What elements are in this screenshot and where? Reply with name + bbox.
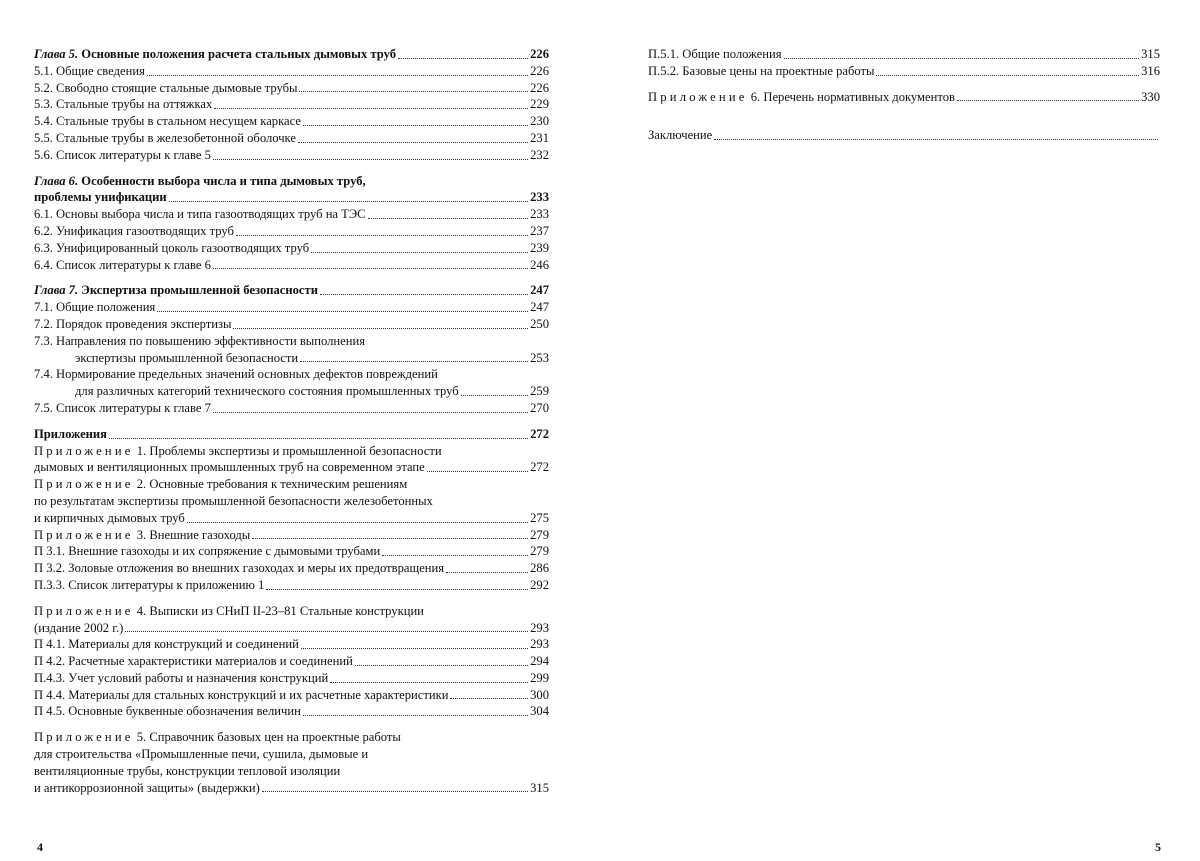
toc-line-text bbox=[34, 543, 380, 560]
appendix-prefix: Приложение bbox=[648, 89, 748, 104]
toc-title: 5.6. Список литературы к главе 5 bbox=[34, 147, 211, 162]
toc-entry bbox=[648, 89, 1160, 106]
toc-line-text bbox=[34, 63, 145, 80]
toc-title: 7.5. Список литературы к главе 7 bbox=[34, 400, 211, 415]
toc-title: (издание 2002 г.) bbox=[34, 620, 124, 635]
toc-page-number: 231 bbox=[530, 130, 549, 145]
toc-line bbox=[34, 653, 549, 670]
toc-page-number: 272 bbox=[530, 426, 549, 441]
toc-line bbox=[34, 206, 549, 223]
toc-entry bbox=[648, 127, 1160, 144]
toc-title: 1. Проблемы экспертизы и промышленной безопасности bbox=[136, 443, 442, 458]
toc-title: П 4.5. Основные буквенные обозначения величин bbox=[34, 704, 301, 719]
toc-title: для строительства «Промышленные печи, сушила, дымовые и bbox=[34, 747, 369, 762]
toc-entry bbox=[34, 687, 549, 704]
toc-page-number: 292 bbox=[530, 577, 549, 592]
toc-line bbox=[34, 63, 549, 80]
toc-line-text bbox=[34, 477, 407, 491]
toc-page-number: 226 bbox=[530, 47, 549, 61]
toc-line bbox=[34, 620, 549, 637]
toc-entry bbox=[34, 282, 549, 299]
chapter-prefix: Глава 5. bbox=[34, 47, 79, 61]
dot-leader bbox=[169, 200, 528, 202]
toc-line-text bbox=[34, 747, 368, 761]
toc-title: 7.1. Общие положения bbox=[34, 300, 156, 315]
toc-line bbox=[34, 173, 549, 190]
toc-entry bbox=[34, 653, 549, 670]
toc-title: 5.4. Стальные трубы в стальном несущем каркасе bbox=[34, 114, 301, 129]
toc-page-number: 226 bbox=[530, 63, 549, 78]
toc-line-text bbox=[34, 257, 211, 274]
toc-entry bbox=[34, 476, 549, 526]
toc-line-text bbox=[34, 527, 250, 544]
toc-line bbox=[34, 113, 549, 130]
toc-entry bbox=[34, 426, 549, 443]
toc-page-number: 316 bbox=[1141, 63, 1160, 78]
dot-leader bbox=[427, 470, 528, 472]
toc-line-text bbox=[34, 299, 155, 316]
toc-line bbox=[34, 46, 549, 63]
toc-line-text bbox=[34, 730, 401, 744]
toc-entry bbox=[34, 333, 549, 367]
toc-line bbox=[648, 46, 1160, 63]
toc-entry bbox=[34, 577, 549, 594]
toc-line-text bbox=[34, 130, 296, 147]
dot-leader bbox=[298, 141, 528, 143]
toc-title: 5.1. Общие сведения bbox=[34, 63, 145, 78]
dot-leader bbox=[125, 630, 528, 632]
toc-title: 5.3. Стальные трубы на оттяжках bbox=[34, 97, 213, 112]
toc-line-text bbox=[34, 510, 185, 527]
toc-entry bbox=[34, 240, 549, 257]
toc-line bbox=[34, 560, 549, 577]
dot-leader bbox=[876, 74, 1139, 76]
toc-line-text bbox=[34, 96, 212, 113]
toc-page-number: 229 bbox=[530, 97, 549, 112]
toc-title: дымовых и вентиляционных промышленных труб на современном этапе bbox=[34, 460, 425, 475]
toc-line-text bbox=[34, 780, 260, 797]
toc-title: вентиляционные трубы, конструкции тепловой изоляции bbox=[34, 763, 341, 778]
toc-title: 3. Внешние газоходы bbox=[136, 527, 251, 542]
toc-line-text bbox=[648, 127, 712, 144]
toc-title: Основные положения расчета стальных дымовых труб bbox=[81, 47, 397, 61]
toc-line bbox=[648, 127, 1160, 144]
dot-leader bbox=[301, 647, 528, 649]
toc-line-text bbox=[34, 400, 211, 417]
toc-entry bbox=[34, 147, 549, 164]
dot-leader bbox=[266, 588, 528, 590]
toc-title: 4. Выписки из СНиП II-23–81 Стальные конструкции bbox=[136, 603, 424, 618]
toc-entry bbox=[34, 527, 549, 544]
toc-page-number: 270 bbox=[530, 400, 549, 415]
dot-leader bbox=[320, 293, 528, 295]
chapter-prefix: Глава 6. bbox=[34, 173, 79, 188]
toc-page-number: 259 bbox=[530, 384, 549, 399]
toc-entry bbox=[34, 400, 549, 417]
toc-title: 6.2. Унификация газоотводящих труб bbox=[34, 223, 234, 238]
toc-line-text bbox=[34, 46, 396, 63]
page-number-left: 4 bbox=[37, 840, 43, 854]
toc-line bbox=[34, 746, 549, 763]
dot-leader bbox=[262, 790, 528, 792]
dot-leader bbox=[214, 107, 528, 109]
toc-line bbox=[34, 763, 549, 780]
toc-title: Заключение bbox=[648, 128, 713, 143]
toc-line-text bbox=[34, 147, 211, 164]
toc-entry bbox=[34, 206, 549, 223]
toc-line bbox=[34, 96, 549, 113]
dot-leader bbox=[957, 99, 1139, 101]
toc-line bbox=[34, 130, 549, 147]
toc-entry bbox=[34, 173, 549, 207]
toc-title: Особенности выбора числа и типа дымовых труб, bbox=[81, 173, 366, 188]
toc-line-text bbox=[34, 620, 123, 637]
toc-entry bbox=[34, 299, 549, 316]
dot-leader bbox=[252, 537, 528, 539]
toc-entry bbox=[34, 316, 549, 333]
page-number-right: 5 bbox=[1155, 840, 1161, 854]
dot-leader bbox=[303, 714, 528, 716]
toc-line-text bbox=[34, 316, 231, 333]
toc-line-text bbox=[75, 350, 298, 367]
toc-line-text bbox=[34, 206, 366, 223]
appendix-prefix: Приложение bbox=[34, 730, 134, 745]
toc-line bbox=[34, 350, 549, 367]
appendix-prefix: Приложение bbox=[34, 477, 134, 492]
toc-page-number: 299 bbox=[530, 670, 549, 685]
toc-page-number: 230 bbox=[530, 114, 549, 129]
toc-line bbox=[34, 282, 549, 299]
dot-leader bbox=[450, 697, 528, 699]
toc-page-number: 293 bbox=[530, 637, 549, 652]
toc-entry bbox=[34, 636, 549, 653]
toc-line-text bbox=[34, 459, 425, 476]
toc-title: П 4.2. Расчетные характеристики материалов и соединений bbox=[34, 654, 353, 669]
dot-leader bbox=[236, 234, 528, 236]
toc-line bbox=[34, 366, 549, 383]
toc-left-page bbox=[34, 46, 549, 796]
toc-line bbox=[34, 577, 549, 594]
toc-title: П 4.1. Материалы для конструкций и соединений bbox=[34, 637, 299, 652]
toc-page-number: 247 bbox=[530, 283, 549, 298]
toc-title: 7.3. Направления по повышению эффективности выполнения bbox=[34, 333, 366, 348]
dot-leader bbox=[382, 554, 528, 556]
toc-entry bbox=[34, 703, 549, 720]
toc-line-text bbox=[648, 89, 955, 106]
toc-line-text bbox=[34, 670, 328, 687]
toc-right-page bbox=[648, 46, 1160, 144]
dot-leader bbox=[303, 124, 528, 126]
toc-line bbox=[34, 703, 549, 720]
toc-title: по результатам экспертизы промышленной безопасности железобетонных bbox=[34, 493, 433, 508]
toc-entry bbox=[34, 543, 549, 560]
toc-line bbox=[34, 299, 549, 316]
toc-line-text bbox=[34, 764, 340, 778]
toc-page-number: 272 bbox=[530, 460, 549, 475]
toc-title: П 3.1. Внешние газоходы и их сопряжение с дымовыми трубами bbox=[34, 544, 381, 559]
toc-line bbox=[34, 687, 549, 704]
dot-leader bbox=[233, 327, 528, 329]
toc-page-number: 253 bbox=[530, 350, 549, 365]
toc-line-text bbox=[34, 240, 309, 257]
toc-line bbox=[34, 80, 549, 97]
toc-entry bbox=[34, 80, 549, 97]
toc-line-text bbox=[34, 282, 318, 299]
toc-line-text bbox=[648, 63, 874, 80]
toc-entry bbox=[34, 366, 549, 400]
toc-line bbox=[34, 543, 549, 560]
toc-line bbox=[34, 383, 549, 400]
toc-title: П 4.4. Материалы для стальных конструкций и их расчетные характеристики bbox=[34, 687, 449, 702]
toc-title: 7.2. Порядок проведения экспертизы bbox=[34, 316, 232, 331]
toc-page-number: 250 bbox=[530, 316, 549, 331]
toc-line-text bbox=[34, 367, 438, 381]
toc-title: экспертизы промышленной безопасности bbox=[75, 350, 299, 365]
toc-line-text bbox=[34, 560, 444, 577]
toc-line-text bbox=[34, 653, 353, 670]
toc-line-text bbox=[34, 334, 365, 348]
toc-line bbox=[34, 426, 549, 443]
toc-line-text bbox=[34, 703, 301, 720]
toc-entry bbox=[34, 443, 549, 477]
toc-line bbox=[34, 493, 549, 510]
toc-line bbox=[34, 316, 549, 333]
toc-line bbox=[34, 333, 549, 350]
dot-leader bbox=[784, 57, 1140, 59]
toc-line bbox=[34, 729, 549, 746]
dot-leader bbox=[714, 138, 1158, 140]
dot-leader bbox=[461, 394, 528, 396]
dot-leader bbox=[157, 310, 528, 312]
appendix-prefix: Приложение bbox=[34, 443, 134, 458]
dot-leader bbox=[187, 521, 528, 523]
dot-leader bbox=[446, 571, 528, 573]
toc-title: П.5.2. Базовые цены на проектные работы bbox=[648, 63, 875, 78]
toc-line bbox=[34, 780, 549, 797]
toc-page-number: 239 bbox=[530, 240, 549, 255]
dot-leader bbox=[147, 74, 528, 76]
toc-title: П.3.3. Список литературы к приложению 1 bbox=[34, 577, 265, 592]
toc-line-text bbox=[34, 223, 234, 240]
dot-leader bbox=[109, 437, 528, 439]
toc-line bbox=[34, 510, 549, 527]
toc-entry bbox=[34, 729, 549, 796]
toc-line-text bbox=[34, 494, 433, 508]
toc-line-text bbox=[648, 46, 782, 63]
toc-page-number: 247 bbox=[530, 300, 549, 315]
toc-page-number: 237 bbox=[530, 223, 549, 238]
toc-line-text bbox=[75, 383, 459, 400]
toc-line-text bbox=[34, 80, 297, 97]
toc-entry bbox=[34, 113, 549, 130]
toc-title: 5. Справочник базовых цен на проектные работы bbox=[136, 730, 401, 745]
toc-line bbox=[34, 443, 549, 460]
dot-leader bbox=[300, 360, 528, 362]
toc-title: и антикоррозионной защиты» (выдержки) bbox=[34, 780, 260, 795]
toc-line-text bbox=[34, 604, 424, 618]
toc-page-number: 293 bbox=[530, 620, 549, 635]
toc-line bbox=[34, 636, 549, 653]
toc-page-number: 275 bbox=[530, 510, 549, 525]
toc-page-number: 279 bbox=[530, 527, 549, 542]
dot-leader bbox=[368, 217, 529, 219]
toc-entry bbox=[34, 130, 549, 147]
toc-title: 7.4. Нормирование предельных значений основных дефектов повреждений bbox=[34, 367, 438, 382]
toc-page-number: 233 bbox=[530, 190, 549, 205]
toc-line bbox=[34, 670, 549, 687]
toc-line-text bbox=[34, 444, 442, 458]
toc-page-number: 315 bbox=[1141, 47, 1160, 61]
toc-entry bbox=[648, 63, 1160, 80]
appendix-prefix: Приложение bbox=[34, 527, 134, 542]
toc-page-number: 232 bbox=[530, 147, 549, 162]
toc-line-text bbox=[34, 687, 448, 704]
toc-entry bbox=[34, 670, 549, 687]
toc-entry bbox=[34, 603, 549, 637]
toc-entry bbox=[34, 560, 549, 577]
dot-leader bbox=[213, 267, 528, 269]
toc-title: П.4.3. Учет условий работы и назначения конструкций bbox=[34, 670, 329, 685]
toc-title: проблемы унификации bbox=[34, 190, 167, 205]
toc-title: и кирпичных дымовых труб bbox=[34, 510, 185, 525]
toc-entry bbox=[34, 63, 549, 80]
toc-line bbox=[34, 189, 549, 206]
toc-page-number: 315 bbox=[530, 780, 549, 795]
dot-leader bbox=[213, 411, 528, 413]
toc-title: 6. Перечень нормативных документов bbox=[750, 89, 955, 104]
toc-line-text bbox=[34, 636, 299, 653]
toc-title: Экспертиза промышленной безопасности bbox=[81, 283, 318, 298]
toc-line bbox=[34, 459, 549, 476]
toc-page-number: 286 bbox=[530, 561, 549, 576]
toc-line-text bbox=[34, 174, 366, 188]
toc-entry bbox=[648, 46, 1160, 63]
dot-leader bbox=[311, 251, 528, 253]
toc-line bbox=[648, 89, 1160, 106]
toc-line bbox=[34, 527, 549, 544]
toc-page-number: 226 bbox=[530, 80, 549, 95]
toc-page-number: 233 bbox=[530, 207, 549, 222]
toc-entry bbox=[34, 257, 549, 274]
toc-entry bbox=[34, 223, 549, 240]
toc-line-text bbox=[34, 113, 301, 130]
toc-line bbox=[34, 223, 549, 240]
toc-title: 6.1. Основы выбора числа и типа газоотводящих труб на ТЭС bbox=[34, 207, 366, 222]
toc-line bbox=[34, 257, 549, 274]
toc-title: П 3.2. Золовые отложения во внешних газоходах и меры их предотвращения bbox=[34, 561, 445, 576]
toc-title: для различных категорий технического состояния промышленных труб bbox=[75, 384, 459, 399]
toc-page-number: 300 bbox=[530, 687, 549, 702]
dot-leader bbox=[330, 681, 528, 683]
toc-entry bbox=[34, 46, 549, 63]
toc-title: 6.4. Список литературы к главе 6 bbox=[34, 257, 211, 272]
dot-leader bbox=[355, 664, 528, 666]
toc-title: 5.2. Свободно стоящие стальные дымовые трубы bbox=[34, 80, 298, 95]
toc-line bbox=[34, 603, 549, 620]
toc-line-text bbox=[34, 189, 167, 206]
toc-page-number: 304 bbox=[530, 704, 549, 719]
toc-page-number: 246 bbox=[530, 257, 549, 272]
appendix-prefix: Приложение bbox=[34, 603, 134, 618]
toc-title: 6.3. Унифицированный цоколь газоотводящих труб bbox=[34, 240, 310, 255]
toc-line bbox=[34, 147, 549, 164]
dot-leader bbox=[398, 57, 528, 59]
toc-title: 2. Основные требования к техническим решениям bbox=[136, 477, 408, 492]
toc-line-text bbox=[34, 426, 107, 443]
toc-entry bbox=[34, 96, 549, 113]
toc-line bbox=[648, 63, 1160, 80]
toc-line bbox=[34, 476, 549, 493]
toc-page-number: 294 bbox=[530, 654, 549, 669]
chapter-prefix: Глава 7. bbox=[34, 283, 79, 298]
dot-leader bbox=[213, 158, 528, 160]
toc-line bbox=[34, 240, 549, 257]
toc-title: П.5.1. Общие положения bbox=[648, 47, 782, 61]
toc-title: Приложения bbox=[34, 426, 107, 441]
toc-page-number: 279 bbox=[530, 544, 549, 559]
toc-line bbox=[34, 400, 549, 417]
toc-page-number: 330 bbox=[1141, 89, 1160, 104]
toc-line-text bbox=[34, 577, 264, 594]
toc-title: 5.5. Стальные трубы в железобетонной оболочке bbox=[34, 130, 296, 145]
dot-leader bbox=[299, 90, 528, 92]
